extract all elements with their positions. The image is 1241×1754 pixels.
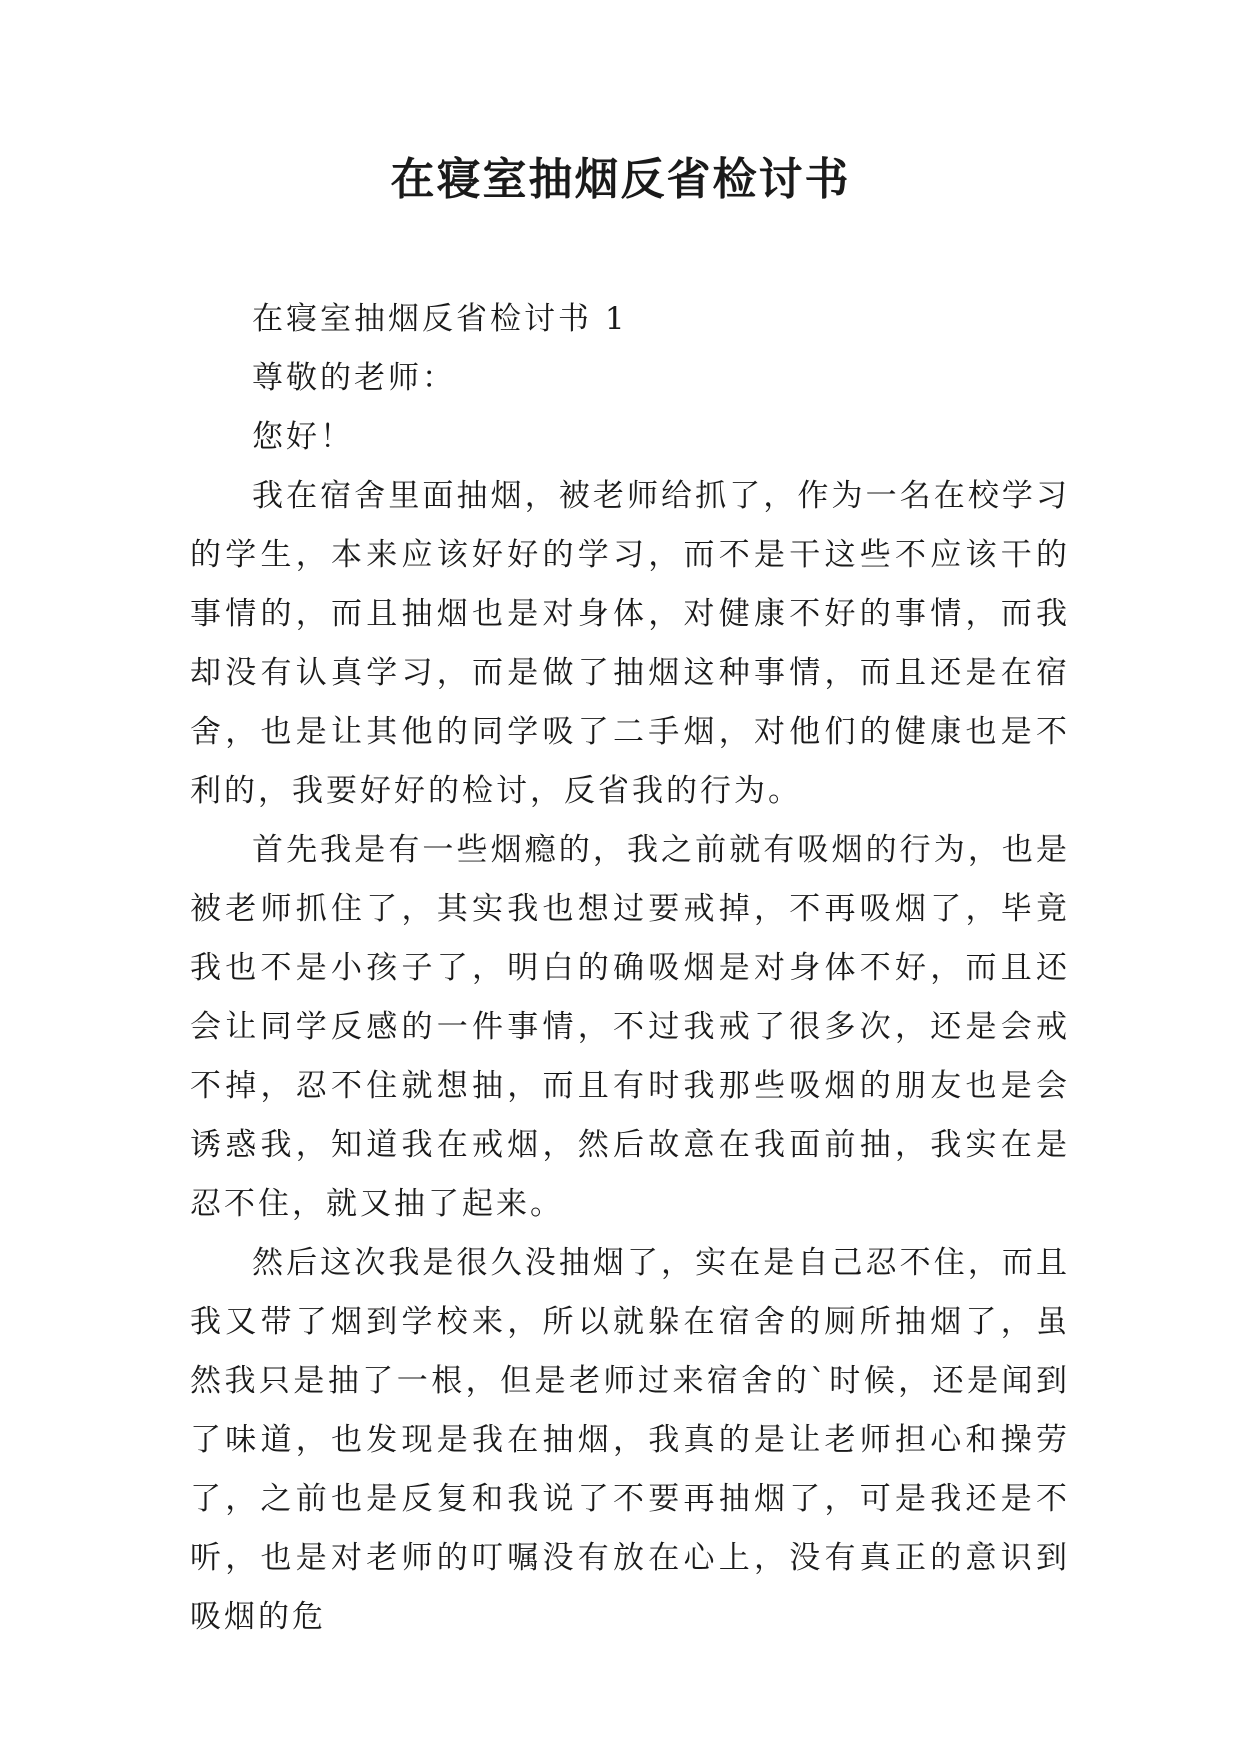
- body-paragraph: 首先我是有一些烟瘾的，我之前就有吸烟的行为，也是被老师抓住了，其实我也想过要戒掉，不再吸烟了，毕竟我也不是小孩子了，明白的确吸烟是对身体不好，而且还会让同学反感的一件事情，不过我戒了很多次，还是会戒不掉，忍不住就想抽，而且有时我那些吸烟的朋友也是会诱惑我，知道我在戒烟，然后故意在我面前抽，我实在是忍不住，就又抽了起来。: [190, 832, 1070, 1222]
- greeting: 您好！: [252, 419, 354, 455]
- document-subtitle: 在寝室抽烟反省检讨书 1: [252, 301, 628, 337]
- body-paragraph: 我在宿舍里面抽烟，被老师给抓了，作为一名在校学习的学生，本来应该好好的学习，而不是干这些不应该干的事情的，而且抽烟也是对身体，对健康不好的事情，而我却没有认真学习，而是做了抽烟这种事情，而且还是在宿舍，也是让其他的同学吸了二手烟，对他们的健康也是不利的，我要好好的检讨，反省我的行为。: [190, 478, 1070, 809]
- salutation: 尊敬的老师：: [252, 360, 456, 396]
- document-body: [190, 290, 1070, 1647]
- body-paragraph: 然后这次我是很久没抽烟了，实在是自己忍不住，而且我又带了烟到学校来，所以就躲在宿舍的厕所抽烟了，虽然我只是抽了一根，但是老师过来宿舍的`时候，还是闻到了味道，也发现是我在抽烟，我真的是让老师担心和操劳了，之前也是反复和我说了不要再抽烟了，可是我还是不听，也是对老师的叮嘱没有放在心上，没有真正的意识到吸烟的危: [190, 1245, 1070, 1635]
- document-title: 在寝室抽烟反省检讨书: [390, 154, 851, 205]
